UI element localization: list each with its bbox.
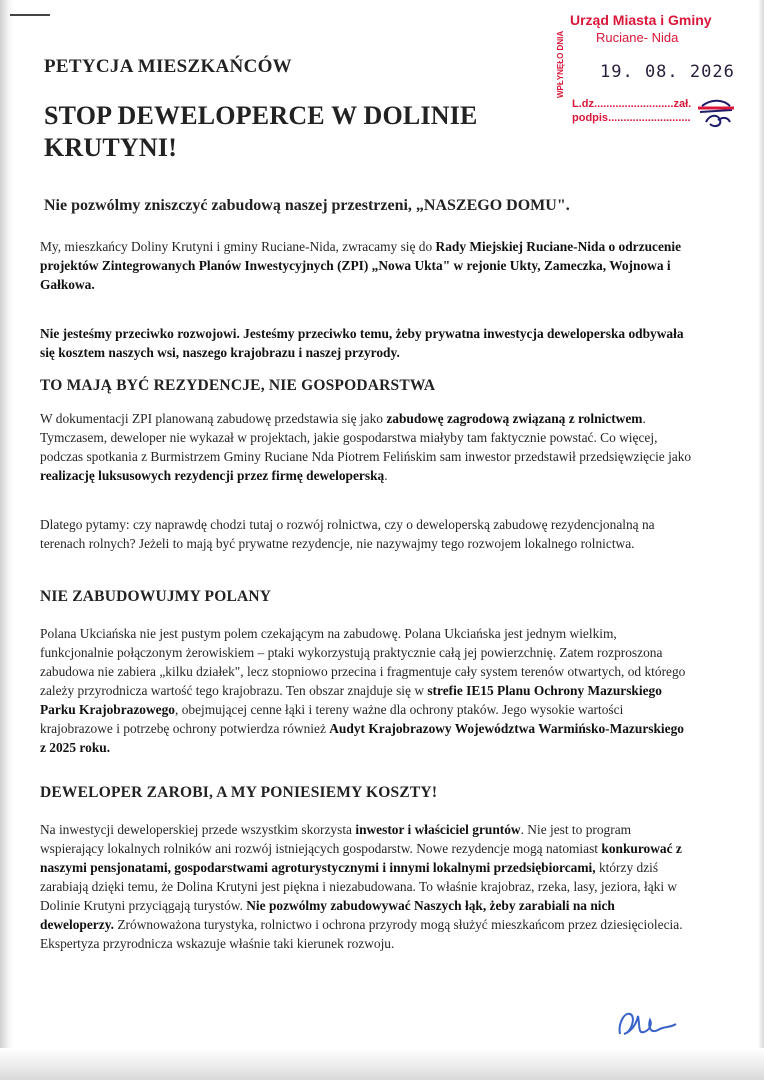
stamp-initials-scribble (696, 92, 736, 132)
section-heading-koszty: DEWELOPER ZAROBI, A MY PONIESIEMY KOSZTY! (40, 784, 438, 801)
text-span: którzy dziś zarabiają dzięki temu, że Dolina Krutyni jest piękna i niezabudowana. To właśnie krajobraz, rzeka, lasy, jeziora, łąki w Dolinie Krutyni przyciągają turystów. (40, 860, 678, 913)
bold-span: Audyt Krajobrazowy Województwa Warmińsko-Mazurskiego z 2025 roku. (40, 721, 684, 755)
title-line-1: STOP DEWELOPERCE W DOLINIE (44, 101, 478, 130)
title-line-2: KRUTYNI! (44, 133, 178, 162)
paragraph-rezydencje-1 (40, 409, 695, 485)
section-heading-polana: NIE ZABUDOWUJMY POLANY (40, 588, 272, 605)
bold-span: Nie pozwólmy zabudowywać Naszych łąk, żeby zarabiali na nich deweloperzy. (40, 898, 615, 932)
text-span: Polana Ukciańska nie jest pustym polem czekającym na zabudowę. Polana Ukciańska jest jednym wielkim, funkcjonalnie połączonym żerowiskiem – ptaki wykorzystują praktycznie całą jej powierzchnię. Zatem rozproszona zabudowa nie zabiera „kilku działek", lecz stopniowo przecina i fragmentuje cały system terenów otwartych, od którego zależy przyrodnicza wartość tego krajobrazu. Ten obszar znajduje się w (40, 626, 686, 698)
scan-right-edge (758, 0, 764, 1080)
text-span: Zrównoważona turystyka, rolnictwo i ochrona przyrody mogą służyć mieszkańcom przez dziesięciolecia. Ekspertyza przyrodnicza wskazuje właśnie taki kierunek rozwoju. (40, 917, 683, 951)
stamp-podpis-row: podpis........................... (572, 112, 691, 124)
text-span: W dokumentacji ZPI planowaną zabudowę przedstawia się jako (40, 411, 387, 426)
text-span: . Nie jest to program wspierający lokalnych rolników ani rozwój istniejących gospodarstw. Nowe rezydencje mogą natomiast (40, 822, 632, 856)
paragraph-position (40, 324, 690, 362)
stamp-received-label: WPŁYNĘŁO DNIA (556, 30, 565, 98)
stamp-ldz-row: L.dz..........................zał. (572, 98, 692, 110)
scan-left-edge (0, 0, 14, 1080)
intro-statement: Nie pozwólmy zniszczyć zabudową naszej przestrzeni, „NASZEGO DOMU". (44, 197, 570, 214)
bold-span: konkurować z naszymi pensjonatami, gospodarstwami agroturystycznymi i innymi lokalnymi przedsiębiorcami, (40, 841, 682, 875)
stamp-org-line1: Urząd Miasta i Gminy (570, 12, 712, 28)
paragraph-rezydencje-2: Dlatego pytamy: czy naprawdę chodzi tutaj o rozwój rolnictwa, czy o deweloperską zabudowę rezydencjonalną na terenach rolnych? Jeżeli to mają być prywatne rezydencje, nie nazywajmy tego rozwojem lokalnego rolnictwa. (40, 517, 655, 551)
stamp-zal-label: zał. (673, 98, 692, 110)
paragraph-polana (40, 624, 692, 757)
scan-mark (10, 14, 50, 16)
bold-span: realizację luksusowych rezydencji przez firmę deweloperską (40, 468, 385, 483)
appeal-text: My, mieszkańcy Doliny Krutyni i gminy Ruciane-Nida, zwracamy się do (40, 239, 436, 254)
petition-label: PETYCJA MIESZKAŃCÓW (44, 56, 292, 77)
bold-span: strefie IE15 Planu Ochrony Mazurskiego Parku Krajobrazowego (40, 683, 662, 717)
scan-bottom-edge (0, 1048, 764, 1080)
registry-stamp (548, 6, 748, 134)
stamp-org-line2: Ruciane- Nida (596, 30, 679, 45)
position-bold: Nie jesteśmy przeciwko rozwojowi. Jesteśmy przeciwko temu, żeby prywatna inwestycja deweloperska odbywała się kosztem naszych wsi, naszego krajobrazu i naszej przyrody. (40, 326, 684, 360)
paragraph-koszty (40, 820, 692, 953)
handwritten-initials (614, 1006, 684, 1040)
appeal-bold: Rady Miejskiej Ruciane-Nida o odrzucenie projektów Zintegrowanych Planów Inwestycyjnych (ZPI) „Nowa Ukta" w rejonie Ukty, Zameczka, Wojnowa i Gałkowa. (40, 239, 682, 292)
text-span: . (384, 468, 388, 483)
stamp-date: 19. 08. 2026 (600, 62, 735, 82)
section-heading-rezydencje: TO MAJĄ BYĆ REZYDENCJE, NIE GOSPODARSTWA (40, 377, 436, 394)
text-span: , obejmującej cenne łąki i tereny ważne dla ochrony ptaków. Jego wysokie wartości krajobrazowe i potrzebę ochrony potwierdza również (40, 702, 624, 736)
page-title (44, 100, 564, 164)
text-span: . Tymczasem, deweloper nie wykazał w projektach, jakie gospodarstwa miałyby tam faktycznie powstać. Co więcej, podczas spotkania z Burmistrzem Gminy Ruciane Nda Piotrem Felińskim sam inwestor przedstawił przedsięwzięcie jako (40, 411, 692, 464)
bold-span: inwestor i właściciel gruntów (355, 822, 521, 837)
paragraph-appeal (40, 237, 695, 294)
stamp-podpis-label: podpis (572, 112, 609, 124)
text-span: Na inwestycji deweloperskiej przede wszystkim skorzysta (40, 822, 356, 837)
stamp-ldz-label: L.dz. (572, 98, 598, 110)
bold-span: zabudowę zagrodową związaną z rolnictwem (386, 411, 643, 426)
